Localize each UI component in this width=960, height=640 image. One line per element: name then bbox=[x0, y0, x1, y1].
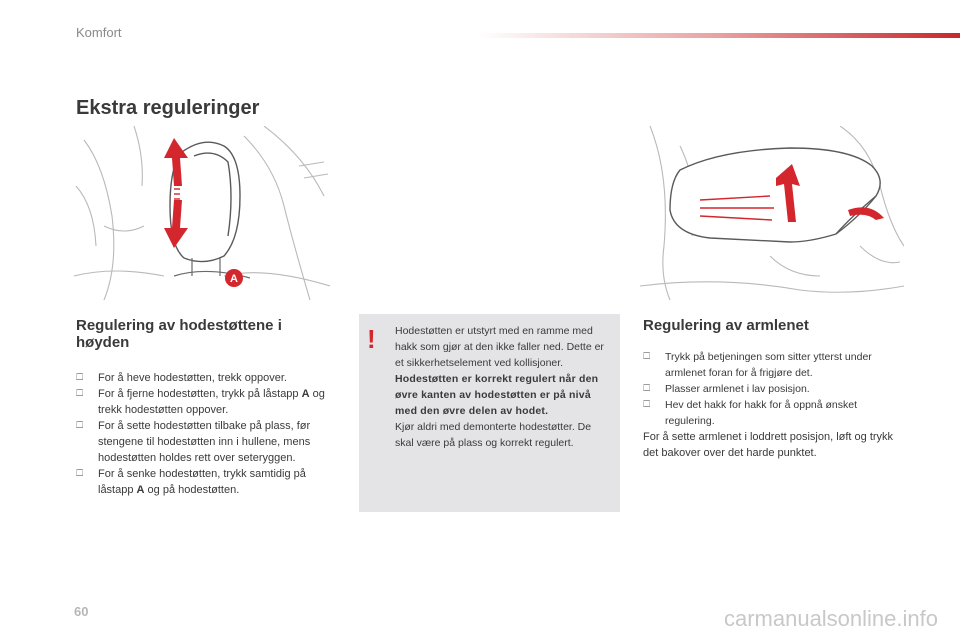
header-accent-bar bbox=[478, 33, 960, 38]
warning-paragraph-bold: Hodestøtten er korrekt regulert når den øvre kanten av hodestøtten er på nivå med den øvre delen av hodet. bbox=[395, 373, 599, 417]
headrest-steps bbox=[76, 370, 338, 498]
armrest-heading: Regulering av armlenet bbox=[643, 317, 809, 334]
headrest-section bbox=[76, 317, 338, 498]
list-item: 🗆 For å sette hodestøtten tilbake på plass, før stengene til hodestøtten inn i hullene, mens hodestøtten holdes rett over seteryggen. bbox=[76, 420, 311, 464]
square-bullet-icon: 🗆 bbox=[643, 351, 651, 362]
warning-text bbox=[395, 323, 611, 451]
list-item: 🗆 Hev det hakk for hakk for å oppnå ønsket regulering. bbox=[643, 399, 858, 427]
list-item: 🗆 Trykk på betjeningen som sitter ytterst under armlenet foran for å frigjøre det. bbox=[643, 351, 872, 379]
warning-paragraph: Kjør aldri med demonterte hodestøtter. De skal være på plass og korrekt regulert. bbox=[395, 421, 592, 449]
list-item: 🗆 Plasser armlenet i lav posisjon. bbox=[643, 383, 810, 395]
armrest-section bbox=[643, 317, 903, 461]
headrest-illustration bbox=[74, 126, 330, 300]
square-bullet-icon: 🗆 bbox=[76, 388, 84, 399]
page-number: 60 bbox=[74, 604, 89, 619]
section-label: Komfort bbox=[76, 25, 122, 40]
square-bullet-icon: 🗆 bbox=[76, 468, 84, 479]
square-bullet-icon: 🗆 bbox=[643, 399, 651, 410]
page-title: Ekstra reguleringer bbox=[76, 97, 260, 119]
square-bullet-icon: 🗆 bbox=[76, 420, 84, 431]
square-bullet-icon: 🗆 bbox=[643, 383, 651, 394]
list-item: 🗆 For å fjerne hodestøtten, trykk på låstapp A og trekk hodestøtten oppover. bbox=[76, 388, 325, 416]
list-item: 🗆 For å senke hodestøtten, trykk samtidig på låstapp A og på hodestøtten. bbox=[76, 468, 306, 496]
square-bullet-icon: 🗆 bbox=[76, 372, 84, 383]
warning-box bbox=[359, 314, 620, 512]
armrest-steps bbox=[643, 349, 903, 429]
armrest-illustration bbox=[640, 126, 904, 300]
marker-a bbox=[225, 269, 243, 287]
warning-icon: ! bbox=[367, 324, 376, 354]
watermark: carmanualsonline.info bbox=[723, 606, 938, 631]
headrest-heading: Regulering av hodestøttene i høyden bbox=[76, 317, 282, 351]
list-item: 🗆 For å heve hodestøtten, trekk oppover. bbox=[76, 372, 287, 384]
warning-paragraph: Hodestøtten er utstyrt med en ramme med hakk som gjør at den ikke faller ned. Dette er et sikkerhetselement ved kollisjoner. bbox=[395, 325, 604, 369]
armrest-note: For å sette armlenet i loddrett posisjon, løft og trykk det bakover over det harde punktet. bbox=[643, 431, 894, 459]
marker-a-label: A bbox=[230, 273, 238, 285]
